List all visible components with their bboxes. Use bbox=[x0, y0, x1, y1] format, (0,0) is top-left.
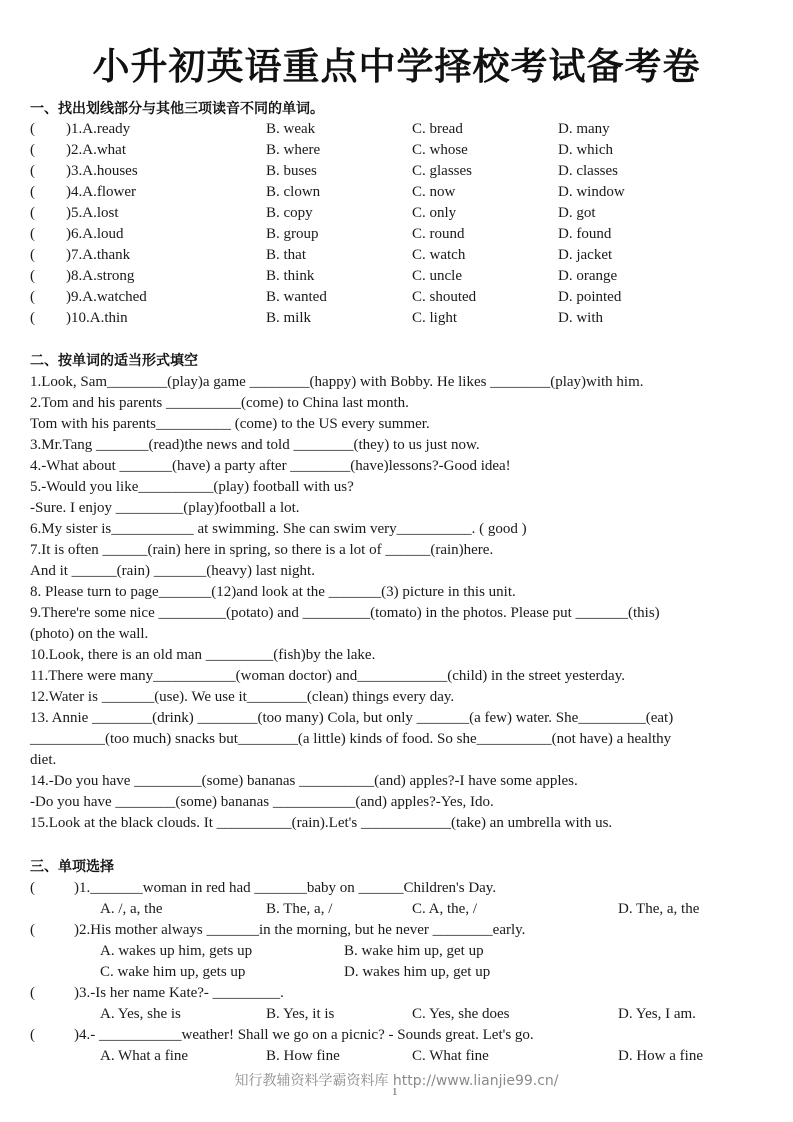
section1-heading: 一、找出划线部分与其他三项读音不同的单词。 bbox=[30, 101, 324, 117]
list-item bbox=[0, 140, 793, 161]
list-item: diet. bbox=[30, 752, 57, 768]
list-item: 1.Look, Sam________(play)a game ________(happy) with Bobby. He likes ________(play)with him. bbox=[30, 374, 644, 390]
list-item: Tom with his parents__________ (come) to the US every summer. bbox=[30, 416, 430, 432]
list-item: 15.Look at the black clouds. It __________(rain).Let's ____________(take) an umbrella with us. bbox=[30, 815, 613, 831]
list-item bbox=[0, 308, 793, 329]
option-d: D. with bbox=[558, 310, 603, 326]
option-b: B. The, a, / bbox=[266, 901, 333, 917]
option-a: )2.A.what bbox=[66, 142, 126, 158]
list-item: 10.Look, there is an old man _________(fish)by the lake. bbox=[30, 647, 376, 663]
option-b: B. How fine bbox=[266, 1048, 340, 1064]
list-item: 7.It is often ______(rain) here in spring, so there is a lot of ______(rain)here. bbox=[30, 542, 494, 558]
list-item bbox=[0, 224, 793, 245]
option-b: B. buses bbox=[266, 163, 317, 179]
option-c: C. light bbox=[412, 310, 458, 326]
option-b: B. wanted bbox=[266, 289, 327, 305]
option-a: )4.A.flower bbox=[66, 184, 136, 200]
watermark-footer: 知行教辅资料学霸资料库 http://www.lianjie99.cn/ bbox=[234, 1073, 559, 1089]
option-b: B. weak bbox=[266, 121, 316, 137]
option-b: B. milk bbox=[266, 310, 312, 326]
option-d: D. Yes, I am. bbox=[618, 1006, 696, 1022]
option-d: D. which bbox=[558, 142, 613, 158]
question-stem: )3.-Is her name Kate?- _________. bbox=[74, 985, 284, 1001]
option-b: B. clown bbox=[266, 184, 321, 200]
option-a: A. wakes up him, gets up bbox=[100, 943, 253, 959]
list-item bbox=[0, 182, 793, 203]
option-b: B. wake him up, get up bbox=[344, 943, 484, 959]
answer-bracket: ( bbox=[30, 289, 35, 305]
option-c: C. whose bbox=[412, 142, 468, 158]
page-title: 小升初英语重点中学择校考试备考卷 bbox=[92, 45, 701, 88]
option-b: B. that bbox=[266, 247, 306, 263]
option-d: D. many bbox=[558, 121, 610, 137]
list-item: __________(too much) snacks but________(a little) kinds of food. So she__________(not have) a healthy bbox=[30, 731, 672, 747]
list-item: And it ______(rain) _______(heavy) last night. bbox=[30, 563, 315, 579]
option-c: C. watch bbox=[412, 247, 466, 263]
answer-bracket: ( bbox=[30, 310, 35, 326]
answer-bracket: ( bbox=[30, 1027, 35, 1043]
option-d: D. found bbox=[558, 226, 612, 242]
answer-bracket: ( bbox=[30, 985, 35, 1001]
option-d: D. jacket bbox=[558, 247, 613, 263]
answer-bracket: ( bbox=[30, 880, 35, 896]
option-b: B. Yes, it is bbox=[266, 1006, 335, 1022]
list-item: 6.My sister is___________ at swimming. She can swim very__________. ( good ) bbox=[30, 521, 527, 537]
option-a: )3.A.houses bbox=[66, 163, 138, 179]
list-item: 2.Tom and his parents __________(come) to China last month. bbox=[30, 395, 409, 411]
list-item: 5.-Would you like__________(play) football with us? bbox=[30, 479, 354, 495]
option-a: )8.A.strong bbox=[66, 268, 135, 284]
page-number: 1 bbox=[392, 1086, 398, 1098]
option-d: D. wakes him up, get up bbox=[344, 964, 491, 980]
answer-bracket: ( bbox=[30, 922, 35, 938]
option-a: )10.A.thin bbox=[66, 310, 128, 326]
option-c: C. now bbox=[412, 184, 456, 200]
option-a: A. /, a, the bbox=[100, 901, 163, 917]
answer-bracket: ( bbox=[30, 121, 35, 137]
list-item: 4.-What about _______(have) a party after ________(have)lessons?-Good idea! bbox=[30, 458, 511, 474]
answer-bracket: ( bbox=[30, 226, 35, 242]
option-c: C. A, the, / bbox=[412, 901, 478, 917]
list-item: 11.There were many___________(woman doctor) and____________(child) in the street yesterday. bbox=[30, 668, 625, 684]
option-a: )5.A.lost bbox=[66, 205, 119, 221]
option-b: B. think bbox=[266, 268, 315, 284]
option-c: C. glasses bbox=[412, 163, 472, 179]
list-item bbox=[0, 266, 793, 287]
option-d: D. How a fine bbox=[618, 1048, 703, 1064]
answer-bracket: ( bbox=[30, 184, 35, 200]
list-item: 14.-Do you have _________(some) bananas __________(and) apples?-I have some apples. bbox=[30, 773, 578, 789]
option-c: C. wake him up, gets up bbox=[100, 964, 246, 980]
option-d: D. orange bbox=[558, 268, 618, 284]
section3-heading: 三、单项选择 bbox=[30, 859, 114, 875]
list-item: 13. Annie ________(drink) ________(too many) Cola, but only _______(a few) water. She_________(eat) bbox=[30, 710, 674, 726]
option-a: )9.A.watched bbox=[66, 289, 147, 305]
option-c: C. bread bbox=[412, 121, 463, 137]
list-item: 8. Please turn to page_______(12)and look at the _______(3) picture in this unit. bbox=[30, 584, 516, 600]
list-item bbox=[0, 161, 793, 182]
option-c: C. What fine bbox=[412, 1048, 489, 1064]
list-item bbox=[0, 287, 793, 308]
list-item: -Sure. I enjoy _________(play)football a lot. bbox=[30, 500, 300, 516]
list-item bbox=[0, 203, 793, 224]
option-c: C. shouted bbox=[412, 289, 477, 305]
option-c: C. round bbox=[412, 226, 465, 242]
option-a: A. What a fine bbox=[100, 1048, 189, 1064]
option-a: )6.A.loud bbox=[66, 226, 124, 242]
list-item: 3.Mr.Tang _______(read)the news and told ________(they) to us just now. bbox=[30, 437, 480, 453]
option-c: C. uncle bbox=[412, 268, 462, 284]
list-item: 9.There're some nice _________(potato) and _________(tomato) in the photos. Please put _______(this) bbox=[30, 605, 660, 621]
option-b: B. group bbox=[266, 226, 319, 242]
list-item bbox=[0, 245, 793, 266]
option-a: A. Yes, she is bbox=[100, 1006, 181, 1022]
answer-bracket: ( bbox=[30, 247, 35, 263]
option-d: D. pointed bbox=[558, 289, 622, 305]
section2-heading: 二、按单词的适当形式填空 bbox=[30, 353, 198, 369]
answer-bracket: ( bbox=[30, 205, 35, 221]
option-c: C. only bbox=[412, 205, 457, 221]
answer-bracket: ( bbox=[30, 163, 35, 179]
option-a: )1.A.ready bbox=[66, 121, 131, 137]
option-d: D. classes bbox=[558, 163, 618, 179]
option-c: C. Yes, she does bbox=[412, 1006, 510, 1022]
answer-bracket: ( bbox=[30, 268, 35, 284]
answer-bracket: ( bbox=[30, 142, 35, 158]
question-stem: )1._______woman in red had _______baby on ______Children's Day. bbox=[74, 880, 497, 896]
question-stem: )2.His mother always _______in the morning, but he never ________early. bbox=[74, 922, 526, 938]
option-b: B. where bbox=[266, 142, 321, 158]
list-item: -Do you have ________(some) bananas ___________(and) apples?-Yes, Ido. bbox=[30, 794, 494, 810]
list-item: (photo) on the wall. bbox=[30, 626, 149, 642]
option-d: D. got bbox=[558, 205, 596, 221]
option-b: B. copy bbox=[266, 205, 313, 221]
option-a: )7.A.thank bbox=[66, 247, 131, 263]
option-d: D. window bbox=[558, 184, 625, 200]
list-item: 12.Water is _______(use). We use it________(clean) things every day. bbox=[30, 689, 455, 705]
option-d: D. The, a, the bbox=[618, 901, 700, 917]
list-item bbox=[0, 119, 793, 140]
question-stem: )4.- ___________weather! Shall we go on a picnic? - Sounds great. Let's go. bbox=[74, 1027, 534, 1043]
